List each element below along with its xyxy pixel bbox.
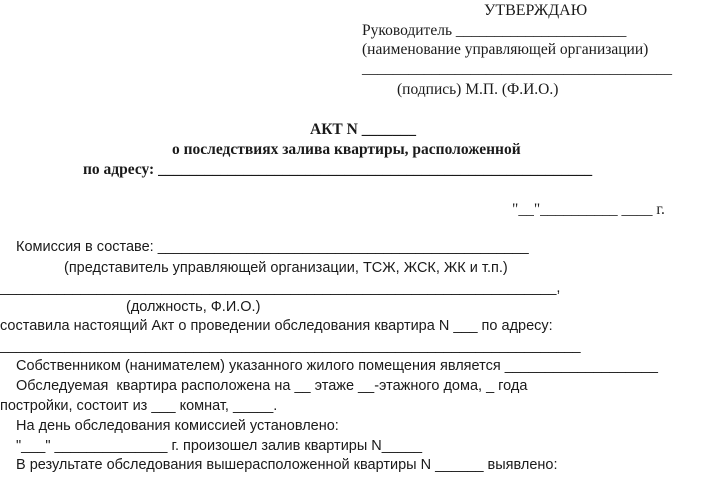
blank-line-2: ________________________________________________________________________ — [0, 338, 581, 354]
commission-line: Комиссия в составе: ______________________________________________ — [16, 239, 529, 255]
act-title: АКТ N _______ — [310, 121, 416, 138]
result-line: В результате обследования вышерасположенной квартиры N ______ выявлено: — [16, 457, 558, 473]
construction-line: постройки, состоит из ___ комнат, _____. — [0, 398, 278, 414]
approval-blank-line: ________________________________________ — [362, 60, 672, 77]
apartment-line: Обследуемая квартира расположена на __ этаже __-этажного дома, _ года — [16, 378, 528, 394]
address-line: по адресу: ________________________________________________________ — [83, 161, 593, 178]
org-name-note: (наименование управляющей организации) — [362, 41, 649, 58]
compiled-line: составила настоящий Акт о проведении обследования квартира N ___ по адресу: — [0, 318, 553, 334]
inspection-day-line: На день обследования комиссией установлено: — [16, 418, 339, 434]
flood-date-line: "___" ______________ г. произошел залив квартиры N_____ — [16, 438, 423, 454]
commission-note: (представитель управляющей организации, ТСЖ, ЖСК, ЖК и т.п.) — [64, 260, 508, 276]
head-line: Руководитель ______________________ — [362, 22, 627, 39]
signature-note: (подпись) М.П. (Ф.И.О.) — [397, 81, 559, 98]
date-line: "__"__________ ____ г. — [512, 201, 665, 218]
act-subtitle: о последствиях залива квартиры, расположенной — [172, 141, 521, 158]
position-note: (должность, Ф.И.О.) — [126, 299, 261, 315]
approval-title: УТВЕРЖДАЮ — [484, 2, 588, 19]
long-blank-line: _____________________________________________________________________, — [0, 280, 561, 296]
owner-line: Собственником (нанимателем) указанного жилого помещения является ___________________ — [16, 358, 658, 374]
